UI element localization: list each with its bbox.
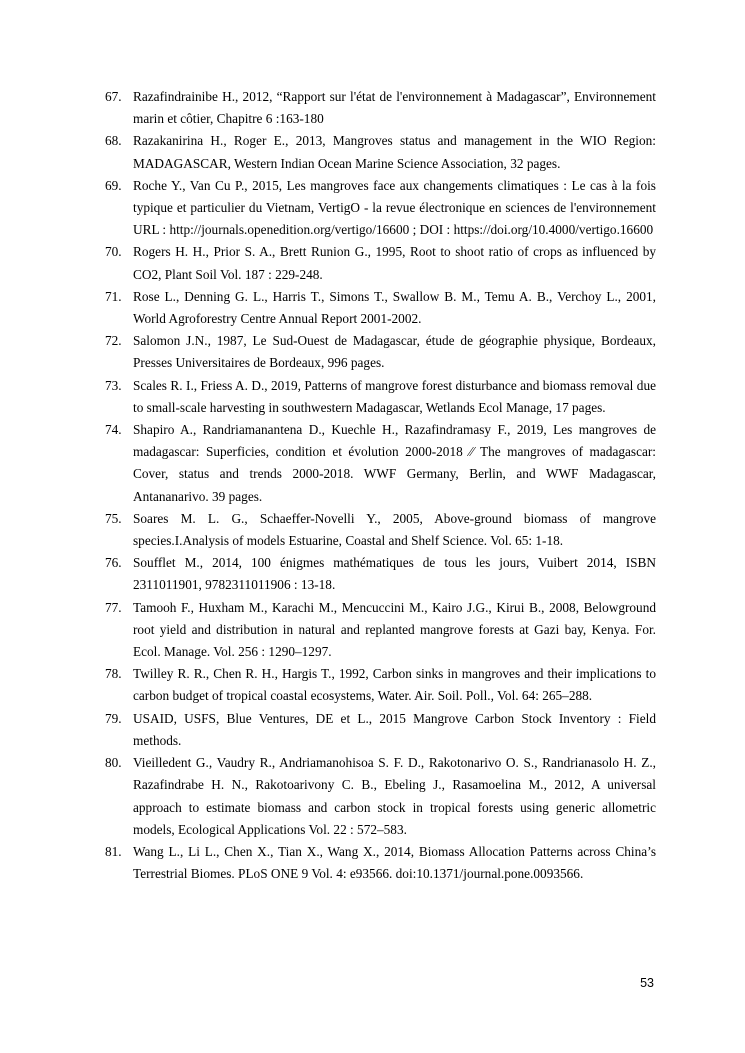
reference-number: 81.	[105, 843, 122, 859]
reference-text: Razafindrainibe H., 2012, “Rapport sur l'état de l'environnement à Madagascar”, Environnement marin et côtier, Chapitre 6 :163-180	[133, 89, 656, 127]
reference-number: 75.	[105, 510, 122, 526]
reference-text: Soufflet M., 2014, 100 énigmes mathématiques de tous les jours, Vuibert 2014, ISBN 2311011901, 9782311011906 : 13-18.	[133, 555, 656, 593]
reference-number: 69.	[105, 177, 122, 193]
page-number: 53	[640, 976, 654, 990]
reference-number: 71.	[105, 288, 122, 304]
reference-item	[0, 175, 745, 242]
reference-item	[0, 552, 745, 596]
reference-list	[0, 86, 745, 885]
reference-item	[0, 375, 745, 419]
reference-text: Twilley R. R., Chen R. H., Hargis T., 1992, Carbon sinks in mangroves and their implications to carbon budget of tropical coastal ecosystems, Water. Air. Soil. Poll., Vol. 64: 265–288.	[133, 666, 656, 704]
reference-item	[0, 286, 745, 330]
reference-text: Tamooh F., Huxham M., Karachi M., Mencuccini M., Kairo J.G., Kirui B., 2008, Belowground root yield and distribution in natural and replanted mangrove forests at Gazi bay, Kenya. For. Ecol. Manage. Vol. 256 : 1290–1297.	[133, 599, 656, 660]
reference-item	[0, 86, 745, 130]
reference-number: 73.	[105, 377, 122, 393]
reference-number: 77.	[105, 599, 122, 615]
reference-text: Roche Y., Van Cu P., 2015, Les mangroves face aux changements climatiques : Le cas à la fois typique et particulier du Vietnam, VertigO - la revue électronique en sciences de l'environnement URL : http://journals.openedition.org/vertigo/16600 ; DOI : https://doi.org/10.4000/vertigo.16600	[133, 177, 656, 238]
reference-text: Razakanirina H., Roger E., 2013, Mangroves status and management in the WIO Region: MADAGASCAR, Western Indian Ocean Marine Science Association, 32 pages.	[133, 133, 656, 171]
reference-text: Salomon J.N., 1987, Le Sud-Ouest de Madagascar, étude de géographie physique, Bordeaux, Presses Universitaires de Bordeaux, 996 pages.	[133, 333, 656, 371]
reference-text: Wang L., Li L., Chen X., Tian X., Wang X., 2014, Biomass Allocation Patterns across China’s Terrestrial Biomes. PLoS ONE 9 Vol. 4: e93566. doi:10.1371/journal.pone.0093566.	[133, 843, 656, 882]
reference-item	[0, 708, 745, 752]
reference-text: USAID, USFS, Blue Ventures, DE et L., 2015 Mangrove Carbon Stock Inventory : Field methods.	[133, 710, 656, 748]
reference-text: Shapiro A., Randriamanantena D., Kuechle H., Razafindramasy F., 2019, Les mangroves de madagascar: Superficies, condition et évolution 2000-2018 ⁄⁄ The mangroves of madagascar: Cover, status and trends 2000-2018. WWF Germany, Berlin, and WWF Madagascar, Antananarivo. 39 pages.	[133, 422, 656, 504]
reference-item	[0, 330, 745, 374]
reference-number: 74.	[105, 422, 122, 438]
reference-item	[0, 508, 745, 552]
reference-number: 70.	[105, 244, 122, 260]
reference-item	[0, 841, 745, 885]
reference-number: 67.	[105, 89, 122, 104]
reference-item	[0, 663, 745, 707]
reference-text: Vieilledent G., Vaudry R., Andriamanohisoa S. F. D., Rakotonarivo O. S., Randrianasolo H. Z., Razafindrabe H. N., Rakotoarivony C. B., Ebeling J., Rasamoelina M., 2012, A universal approach to estimate biomass and carbon stock in tropical forests using generic allometric models, Ecological Applications Vol. 22 : 572–583.	[133, 755, 656, 837]
reference-text: Soares M. L. G., Schaeffer-Novelli Y., 2005, Above-ground biomass of mangrove species.I.Analysis of models Estuarine, Coastal and Shelf Science. Vol. 65: 1-18.	[133, 510, 656, 549]
reference-text: Scales R. I., Friess A. D., 2019, Patterns of mangrove forest disturbance and biomass removal due to small-scale harvesting in southwestern Madagascar, Wetlands Ecol Manage, 17 pages.	[133, 377, 656, 415]
reference-number: 72.	[105, 333, 122, 349]
reference-number: 78.	[105, 666, 122, 682]
reference-text: Rogers H. H., Prior S. A., Brett Runion G., 1995, Root to shoot ratio of crops as influenced by CO2, Plant Soil Vol. 187 : 229-248.	[133, 244, 656, 282]
reference-text: Rose L., Denning G. L., Harris T., Simons T., Swallow B. M., Temu A. B., Verchoy L., 2001, World Agroforestry Centre Annual Report 2001-2002.	[133, 288, 656, 327]
reference-number: 80.	[105, 755, 122, 771]
reference-item	[0, 419, 745, 508]
reference-item	[0, 752, 745, 841]
reference-item	[0, 597, 745, 664]
reference-item	[0, 130, 745, 174]
reference-number: 76.	[105, 555, 122, 571]
reference-number: 79.	[105, 710, 122, 726]
reference-item	[0, 241, 745, 285]
reference-number: 68.	[105, 133, 122, 149]
